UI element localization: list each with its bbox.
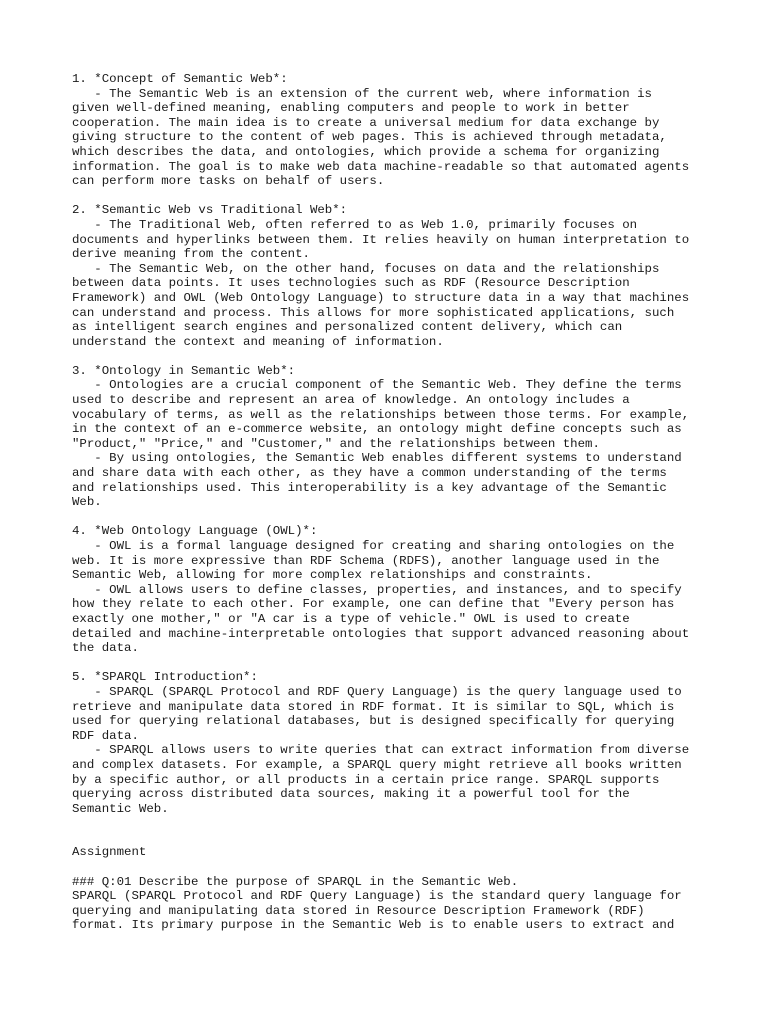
text-line: information. The goal is to make web data machine-readable so that automated agents [72, 159, 690, 174]
blank-line [72, 816, 712, 831]
text-line: 1. *Concept of Semantic Web*: [72, 72, 288, 86]
blank-line [72, 189, 712, 204]
blank-line [72, 510, 712, 525]
blank-line [72, 349, 712, 364]
text-line: querying and manipulating data stored in Resource Description Framework (RDF) [72, 903, 645, 918]
text-line: between data points. It uses technologies such as RDF (Resource Description [72, 276, 630, 291]
text-line: - By using ontologies, the Semantic Web enables different systems to understand [72, 451, 682, 466]
blank-line [72, 831, 712, 846]
text-line: and complex datasets. For example, a SPARQL query might retrieve all books written [72, 757, 682, 772]
text-line: and relationships used. This interoperability is a key advantage of the Semantic [72, 480, 667, 495]
blank-line [72, 860, 712, 875]
text-line: - OWL allows users to define classes, properties, and instances, and to specify [72, 582, 682, 597]
text-line: format. Its primary purpose in the Semantic Web is to enable users to extract and [72, 918, 675, 933]
text-line: which describes the data, and ontologies, which provide a schema for organizing [72, 144, 660, 159]
text-line: cooperation. The main idea is to create a universal medium for data exchange by [72, 115, 660, 130]
text-line: - Ontologies are a crucial component of the Semantic Web. They define the terms [72, 378, 682, 393]
text-line: 4. *Web Ontology Language (OWL)*: [72, 524, 318, 539]
text-line: - The Semantic Web is an extension of the current web, where information is [72, 86, 652, 101]
text-line: 2. *Semantic Web vs Traditional Web*: [72, 203, 348, 218]
text-line: documents and hyperlinks between them. It relies heavily on human interpretation to [72, 232, 690, 247]
text-line: in the context of an e-commerce website, an ontology might define concepts such as [72, 422, 682, 437]
text-line: given well-defined meaning, enabling computers and people to work in better [72, 101, 630, 116]
text-line: can perform more tasks on behalf of users. [72, 174, 385, 189]
text-line: - SPARQL (SPARQL Protocol and RDF Query Language) is the query language used to [72, 684, 682, 699]
text-line: RDF data. [72, 728, 139, 743]
text-line: understand the context and meaning of information. [72, 334, 444, 349]
text-line: exactly one mother," or "A car is a type of vehicle." OWL is used to create [72, 611, 630, 626]
text-line: by a specific author, or all products in a certain price range. SPARQL supports [72, 772, 660, 787]
document-page [72, 72, 712, 933]
text-line: giving structure to the content of web pages. This is achieved through metadata, [72, 130, 667, 145]
text-line: - The Traditional Web, often referred to as Web 1.0, primarily focuses on [72, 217, 638, 232]
text-line: retrieve and manipulate data stored in RDF format. It is similar to SQL, which is [72, 699, 675, 714]
text-line: used to describe and represent an area of knowledge. An ontology includes a [72, 393, 630, 408]
text-line: Semantic Web. [72, 801, 169, 816]
text-line: Semantic Web, allowing for more complex relationships and constraints. [72, 568, 593, 583]
text-line: web. It is more expressive than RDF Schema (RDFS), another language used in the [72, 553, 660, 568]
text-line: - The Semantic Web, on the other hand, focuses on data and the relationships [72, 261, 660, 276]
text-line: querying across distributed data sources, making it a powerful tool for the [72, 787, 630, 802]
text-line: the data. [72, 641, 139, 656]
text-line: Framework) and OWL (Web Ontology Language) to structure data in a way that machines [72, 290, 690, 305]
text-line: detailed and machine-interpretable ontologies that support advanced reasoning about [72, 626, 690, 641]
text-line: - SPARQL allows users to write queries that can extract information from diverse [72, 743, 690, 758]
text-line: can understand and process. This allows for more sophisticated applications, such [72, 305, 675, 320]
text-line: 5. *SPARQL Introduction*: [72, 670, 258, 685]
text-line: how they relate to each other. For example, one can define that "Every person has [72, 597, 675, 612]
text-line: ### Q:01 Describe the purpose of SPARQL in the Semantic Web. [72, 874, 519, 889]
text-line: - OWL is a formal language designed for creating and sharing ontologies on the [72, 539, 675, 553]
text-line: as intelligent search engines and personalized content delivery, which can [72, 320, 623, 335]
text-line: SPARQL (SPARQL Protocol and RDF Query Language) is the standard query language for [72, 889, 682, 904]
text-line: "Product," "Price," and "Customer," and the relationships between them. [72, 436, 600, 451]
text-line: Web. [72, 495, 102, 510]
text-line: 3. *Ontology in Semantic Web*: [72, 363, 296, 378]
text-line: used for querying relational databases, but is designed specifically for querying [72, 714, 675, 729]
text-line: derive meaning from the content. [72, 247, 310, 262]
blank-line [72, 656, 712, 671]
text-line: Assignment [72, 845, 147, 860]
text-line: vocabulary of terms, as well as the relationships between those terms. For example, [72, 407, 690, 422]
text-line: and share data with each other, as they have a common understanding of the terms [72, 466, 667, 481]
